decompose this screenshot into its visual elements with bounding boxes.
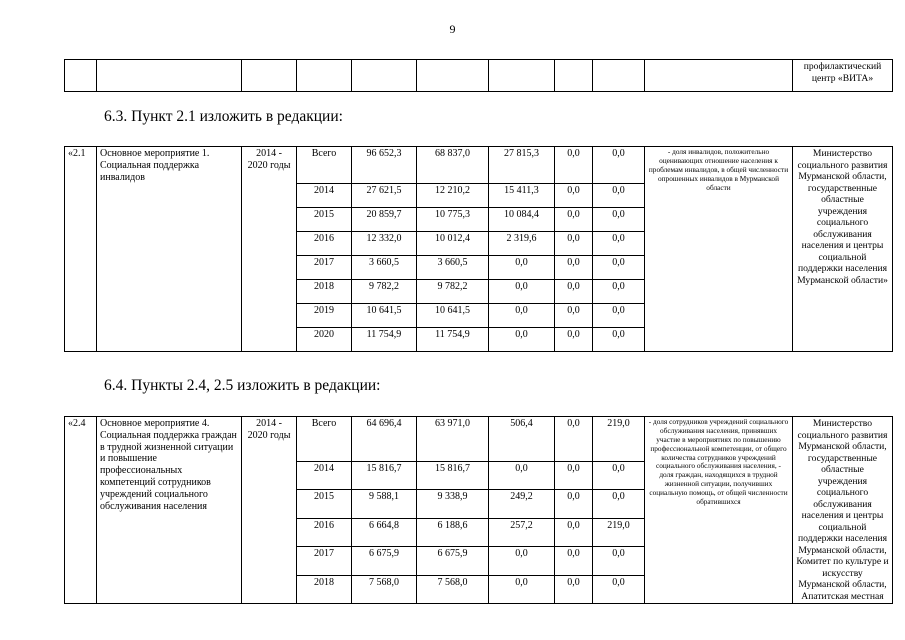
value-cell: 0,0: [555, 232, 593, 256]
value-cell: 0,0: [593, 304, 645, 328]
year-cell: 2014: [297, 184, 352, 208]
value-cell: 0,0: [593, 184, 645, 208]
value-cell: 9 338,9: [417, 490, 489, 518]
value-cell: 10 084,4: [489, 208, 555, 232]
total-cell: 3 660,5: [352, 256, 417, 280]
value-cell: 0,0: [489, 304, 555, 328]
executor-cell: Министерство социального развития Мурманской области, государственные областные учреждения социального обслуживания населения и центры социальной поддержки населения Мурманской области»: [793, 147, 893, 352]
value-cell: 0,0: [555, 328, 593, 352]
value-cell: 0,0: [555, 417, 593, 462]
value-cell: 249,2: [489, 490, 555, 518]
row-period: 2014 - 2020 годы: [242, 147, 297, 352]
heading-6-4: 6.4. Пункты 2.4, 2.5 изложить в редакции:: [104, 377, 381, 394]
value-cell: 0,0: [593, 490, 645, 518]
value-cell: 0,0: [593, 280, 645, 304]
value-cell: 0,0: [555, 518, 593, 546]
value-cell: 0,0: [593, 461, 645, 489]
year-cell: 2016: [297, 518, 352, 546]
row-code: «2.4: [65, 417, 97, 604]
year-cell: 2019: [297, 304, 352, 328]
value-cell: 506,4: [489, 417, 555, 462]
year-cell: 2018: [297, 575, 352, 603]
value-cell: 11 754,9: [417, 328, 489, 352]
value-cell: 2 319,6: [489, 232, 555, 256]
row-period: 2014 - 2020 годы: [242, 417, 297, 604]
value-cell: 15 816,7: [417, 461, 489, 489]
row-name: Основное мероприятие 4. Социальная поддержка граждан в трудной жизненной ситуации и повышение профессиональных компетенций сотрудников учреждений социального обслуживания населения: [97, 417, 242, 604]
year-cell: 2016: [297, 232, 352, 256]
value-cell: 0,0: [593, 232, 645, 256]
total-cell: 9 782,2: [352, 280, 417, 304]
value-cell: 0,0: [555, 461, 593, 489]
total-cell: 20 859,7: [352, 208, 417, 232]
total-cell: 9 588,1: [352, 490, 417, 518]
value-cell: 0,0: [489, 280, 555, 304]
value-cell: 12 210,2: [417, 184, 489, 208]
total-cell: 10 641,5: [352, 304, 417, 328]
value-cell: 6 188,6: [417, 518, 489, 546]
value-cell: 6 675,9: [417, 547, 489, 575]
total-cell: 6 664,8: [352, 518, 417, 546]
value-cell: 257,2: [489, 518, 555, 546]
value-cell: 0,0: [555, 256, 593, 280]
value-cell: 10 012,4: [417, 232, 489, 256]
year-cell: 2018: [297, 280, 352, 304]
value-cell: 0,0: [593, 147, 645, 184]
table-6-4: [64, 416, 893, 604]
value-cell: 0,0: [555, 280, 593, 304]
total-cell: 27 621,5: [352, 184, 417, 208]
total-cell: 7 568,0: [352, 575, 417, 603]
value-cell: 0,0: [489, 547, 555, 575]
value-cell: 63 971,0: [417, 417, 489, 462]
value-cell: 0,0: [555, 147, 593, 184]
value-cell: 0,0: [555, 208, 593, 232]
year-cell: 2015: [297, 208, 352, 232]
year-cell: 2015: [297, 490, 352, 518]
value-cell: 0,0: [593, 575, 645, 603]
row-name: Основное мероприятие 1. Социальная поддержка инвалидов: [97, 147, 242, 352]
value-cell: 0,0: [489, 328, 555, 352]
value-cell: 0,0: [593, 208, 645, 232]
total-cell: 64 696,4: [352, 417, 417, 462]
year-cell: 2017: [297, 256, 352, 280]
value-cell: 9 782,2: [417, 280, 489, 304]
value-cell: 0,0: [555, 490, 593, 518]
year-cell: 2020: [297, 328, 352, 352]
value-cell: 0,0: [555, 304, 593, 328]
row-code: «2.1: [65, 147, 97, 352]
value-cell: 0,0: [593, 547, 645, 575]
value-cell: 68 837,0: [417, 147, 489, 184]
indicator-cell: - доля инвалидов, положительно оценивающих отношение населения к проблемам инвалидов, в общей численности опрошенных инвалидов в Мурманской области: [645, 147, 793, 352]
total-cell: 15 816,7: [352, 461, 417, 489]
value-cell: 219,0: [593, 518, 645, 546]
value-cell: 10 775,3: [417, 208, 489, 232]
page-number: 9: [449, 22, 456, 36]
value-cell: 10 641,5: [417, 304, 489, 328]
value-cell: 0,0: [489, 256, 555, 280]
top-fragment-org: профилактический центр «ВИТА»: [793, 60, 893, 92]
executor-cell: Министерство социального развития Мурманской области, государственные областные учреждения социального обслуживания населения и центры социальной поддержки населения Мурманской области, Комитет по культуре и искусству Мурманской области, Апатитская местная: [793, 417, 893, 604]
total-cell: 96 652,3: [352, 147, 417, 184]
year-cell: 2014: [297, 461, 352, 489]
heading-6-3: 6.3. Пункт 2.1 изложить в редакции:: [104, 108, 343, 125]
value-cell: 27 815,3: [489, 147, 555, 184]
value-cell: 0,0: [593, 328, 645, 352]
indicator-cell: - доля сотрудников учреждений социального обслуживания населения, принявших участие в мероприятиях по повышению профессиональной компетенции, от общего количества сотрудников учреждений социального обслуживания населения, - доля граждан, находящихся в трудной жизненной ситуации, получивших социальную помощь, от общей численности обратившихся: [645, 417, 793, 604]
year-cell: 2017: [297, 547, 352, 575]
value-cell: 0,0: [555, 184, 593, 208]
top-fragment-table: [64, 59, 893, 92]
value-cell: 0,0: [489, 575, 555, 603]
year-cell: Всего: [297, 417, 352, 462]
value-cell: 0,0: [555, 575, 593, 603]
value-cell: 7 568,0: [417, 575, 489, 603]
value-cell: 0,0: [555, 547, 593, 575]
value-cell: 3 660,5: [417, 256, 489, 280]
table-6-3: [64, 146, 893, 352]
total-cell: 11 754,9: [352, 328, 417, 352]
year-cell: Всего: [297, 147, 352, 184]
value-cell: 0,0: [489, 461, 555, 489]
total-cell: 12 332,0: [352, 232, 417, 256]
value-cell: 0,0: [593, 256, 645, 280]
value-cell: 219,0: [593, 417, 645, 462]
value-cell: 15 411,3: [489, 184, 555, 208]
total-cell: 6 675,9: [352, 547, 417, 575]
